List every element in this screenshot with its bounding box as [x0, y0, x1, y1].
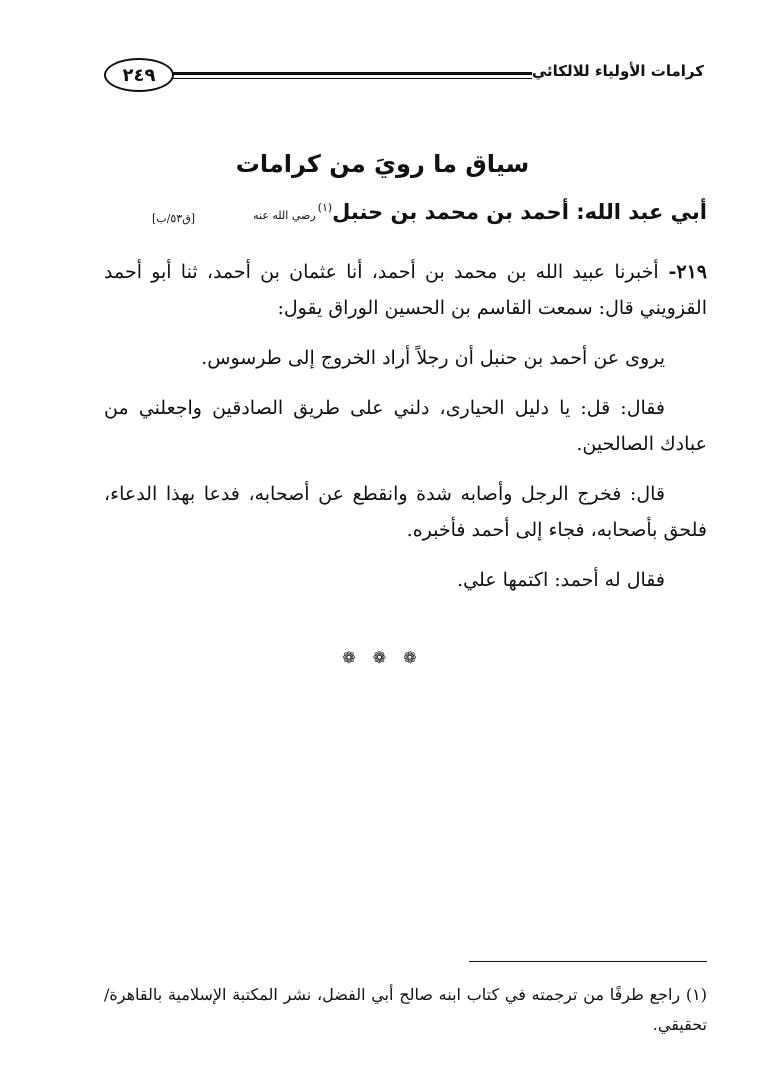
- footnote-text: راجع طرفًا من ترجمته في كتاب ابنه صالح أبي الفضل، نشر المكتبة الإسلامية بالقاهرة/ تحقيقي.: [104, 985, 707, 1034]
- footnote: [104, 980, 707, 1040]
- paragraph-number: ٢١٩-: [658, 261, 707, 283]
- paragraph: [104, 562, 707, 598]
- section-end-ornament: ❁ ❁ ❁: [342, 648, 423, 667]
- running-head: كرامات الأولياء للالكائي: [531, 62, 704, 80]
- header-rule-thick: [166, 72, 532, 75]
- paragraph-text: أخبرنا عبيد الله بن محمد بن أحمد، أنا عثمان بن أحمد، ثنا أبو أحمد القزويني قال: سمعت القاسم بن الحسين الوراق يقول:: [104, 261, 707, 319]
- body-text: [104, 254, 707, 612]
- header-rule-thin: [166, 78, 532, 79]
- chapter-title: سياق ما رويَ من كرامات: [235, 150, 530, 178]
- subtitle-row: [108, 200, 707, 236]
- page-number: ٢٤٩: [104, 58, 174, 92]
- manuscript-reference: [ق٥٣/ب]: [152, 212, 196, 225]
- paragraph-text: يروى عن أحمد بن حنبل أن رجلاً أراد الخروج إلى طرسوس.: [201, 347, 665, 369]
- page-header: [104, 56, 704, 92]
- paragraph: [104, 340, 707, 376]
- paragraph-text: فقال: قل: يا دليل الحيارى، دلني على طريق الصادقين واجعلني من عبادك الصالحين.: [104, 397, 707, 455]
- subtitle-footnote-mark: (١): [317, 201, 333, 214]
- subtitle-text: أبي عبد الله: أحمد بن محمد بن حنبل: [332, 200, 707, 224]
- footnote-mark: (١): [685, 985, 707, 1004]
- paragraph-text: قال: فخرج الرجل وأصابه شدة وانقطع عن أصحابه، فدعا بهذا الدعاء، فلحق بأصحابه، فجاء إلى أحمد فأخبره.: [104, 483, 707, 541]
- chapter-subtitle: [253, 200, 707, 224]
- paragraph-text: فقال له أحمد: اكتمها علي.: [457, 569, 665, 591]
- paragraph: [104, 254, 707, 326]
- paragraph: [104, 390, 707, 462]
- paragraph: [104, 476, 707, 548]
- honorific-formula: رضي الله عنه: [253, 209, 316, 222]
- footnote-divider: [469, 961, 707, 962]
